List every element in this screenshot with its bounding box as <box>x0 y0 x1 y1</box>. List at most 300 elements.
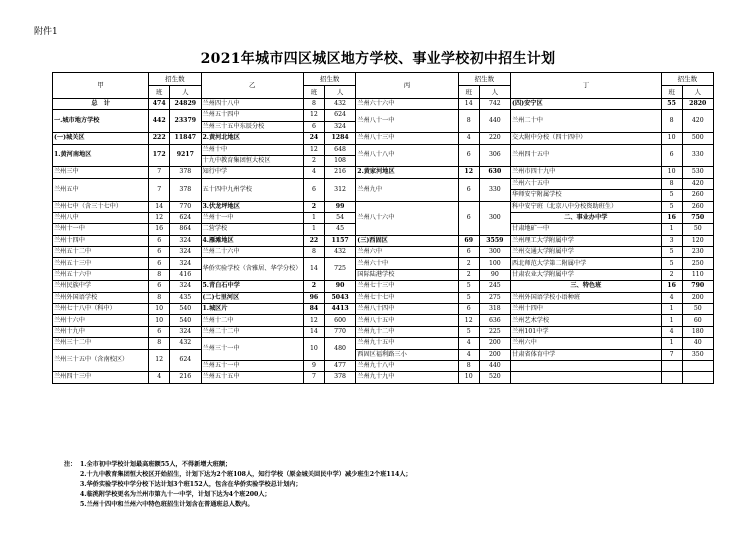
school-name-cell: 兰州五十三中 <box>53 258 149 269</box>
student-count-cell: 50 <box>682 304 713 315</box>
student-count-cell: 624 <box>170 349 201 372</box>
student-count-cell: 300 <box>479 247 510 258</box>
school-name-cell: 兰州五十五中 <box>201 372 303 383</box>
student-count-cell: 540 <box>170 315 201 326</box>
student-count-cell: 230 <box>682 247 713 258</box>
school-name-cell: 兰州三十二中 <box>53 338 149 349</box>
class-count-cell: 7 <box>149 178 170 201</box>
class-count-cell: 2 <box>458 258 479 269</box>
class-count-cell: 4 <box>661 292 682 303</box>
student-count-cell: 770 <box>170 201 201 212</box>
school-name-cell: 兰州六十中 <box>356 258 458 269</box>
class-count-cell: 55 <box>661 99 682 110</box>
class-count-cell: 6 <box>661 144 682 167</box>
school-name-cell: 兰州六中 <box>511 338 662 349</box>
school-name-cell: (一)城关区 <box>53 133 149 144</box>
student-count-cell: 350 <box>682 349 713 360</box>
school-name-cell: 兰州六中 <box>356 247 458 258</box>
school-name-cell: 甘肃农业大学附属中学 <box>511 269 662 280</box>
class-count-cell: 1 <box>303 224 324 235</box>
table-row <box>53 372 714 383</box>
school-name-cell: 兰州五十四中 <box>201 110 303 121</box>
school-name-cell: 五十四中九州学校 <box>201 178 303 201</box>
class-count-cell: 12 <box>458 167 479 178</box>
school-name-cell: 兰州三十五中（含南校区） <box>53 349 149 372</box>
class-count-cell: 4 <box>458 349 479 360</box>
school-name-cell: 兰州十中 <box>201 144 303 155</box>
class-count-cell: 6 <box>149 235 170 246</box>
header-ren: 人 <box>170 86 201 99</box>
class-count-cell: 69 <box>458 235 479 246</box>
class-count-cell <box>661 360 682 371</box>
school-name-cell: 兰州五十六中 <box>53 269 149 280</box>
school-name-cell: 兰州八十五中 <box>356 315 458 326</box>
student-count-cell: 725 <box>324 258 355 281</box>
student-count-cell <box>682 360 713 371</box>
class-count-cell: 2 <box>661 269 682 280</box>
school-name-cell: 兰州艺术学校 <box>511 315 662 326</box>
school-name-cell: 甘肃地矿一中 <box>511 224 662 235</box>
class-count-cell: 1 <box>661 315 682 326</box>
school-name-cell: 兰州六十五中 <box>511 178 662 189</box>
student-count-cell: 432 <box>170 338 201 349</box>
student-count-cell: 324 <box>324 121 355 132</box>
header-ren: 人 <box>479 86 510 99</box>
class-count-cell: 10 <box>303 338 324 361</box>
student-count-cell: 3559 <box>479 235 510 246</box>
student-count-cell: 24829 <box>170 99 201 110</box>
table-row <box>53 326 714 337</box>
class-count-cell: 96 <box>303 292 324 303</box>
student-count-cell: 420 <box>682 110 713 133</box>
class-count-cell: 8 <box>149 269 170 280</box>
class-count-cell: 10 <box>661 133 682 144</box>
school-name-cell: 兰州五中 <box>53 178 149 201</box>
class-count-cell: 7 <box>149 167 170 178</box>
school-name-cell: 十九中教育集团恒大校区 <box>201 155 303 166</box>
class-count-cell: 4 <box>303 167 324 178</box>
school-name-cell: 兰州八十六中 <box>356 201 458 235</box>
class-count-cell: 6 <box>458 201 479 235</box>
school-name-cell: 西北师范大学第二附属中学 <box>511 258 662 269</box>
school-name-cell: 兰州外国语学校小语种班 <box>511 292 662 303</box>
header-enroll: 招生数 <box>303 73 355 86</box>
school-name-cell: 兰州八中 <box>53 212 149 223</box>
school-name-cell: 兰州四十八中 <box>201 99 303 110</box>
student-count-cell: 624 <box>324 110 355 121</box>
student-count-cell: 216 <box>170 372 201 383</box>
school-name-cell: 兰州九十五中 <box>356 338 458 349</box>
header-ding: 丁 <box>511 73 662 99</box>
student-count-cell: 864 <box>170 224 201 235</box>
school-name-cell: 3.伏龙坪地区 <box>201 201 303 212</box>
header-jia: 甲 <box>53 73 149 99</box>
school-name-cell: 总 计 <box>53 99 149 110</box>
school-name-cell: 2.黄河北地区 <box>201 133 303 144</box>
class-count-cell: 5 <box>458 281 479 292</box>
table-row <box>53 338 714 349</box>
school-name-cell: 科中安宁班（北京八中分校资助班生） <box>511 201 662 212</box>
student-count-cell: 416 <box>170 269 201 280</box>
class-count-cell: 8 <box>458 110 479 133</box>
school-name-cell: 兰州二十二中 <box>201 326 303 337</box>
student-count-cell: 306 <box>479 144 510 167</box>
class-count-cell: 12 <box>458 315 479 326</box>
school-name-cell: 兰州十四中 <box>511 304 662 315</box>
class-count-cell: 6 <box>149 258 170 269</box>
school-name-cell: 兰州九十八中 <box>356 360 458 371</box>
school-name-cell: 甘肃省体育中学 <box>511 349 662 360</box>
student-count-cell: 9217 <box>170 144 201 167</box>
class-count-cell: 6 <box>149 326 170 337</box>
class-count-cell: 8 <box>661 110 682 133</box>
class-count-cell: 2 <box>303 155 324 166</box>
student-count-cell: 378 <box>170 167 201 178</box>
school-name-cell: 兰州十二中 <box>201 315 303 326</box>
school-name-cell: 5.青白石中学 <box>201 281 303 292</box>
student-count-cell: 324 <box>170 326 201 337</box>
student-count-cell: 99 <box>324 201 355 212</box>
class-count-cell: 12 <box>303 110 324 121</box>
class-count-cell: 12 <box>149 349 170 372</box>
enrollment-table <box>52 72 714 384</box>
class-count-cell: 6 <box>303 121 324 132</box>
school-name-cell: 1.城区片 <box>201 304 303 315</box>
student-count-cell: 260 <box>682 190 713 201</box>
student-count-cell: 5043 <box>324 292 355 303</box>
school-name-cell: 1.黄河南地区 <box>53 144 149 167</box>
student-count-cell: 770 <box>324 326 355 337</box>
class-count-cell: 9 <box>303 360 324 371</box>
class-count-cell: 4 <box>458 133 479 144</box>
class-count-cell: 22 <box>303 235 324 246</box>
student-count-cell: 530 <box>682 167 713 178</box>
class-count-cell: 222 <box>149 133 170 144</box>
notes-block <box>64 460 412 510</box>
student-count-cell: 110 <box>682 269 713 280</box>
student-count-cell: 1157 <box>324 235 355 246</box>
class-count-cell: 474 <box>149 99 170 110</box>
class-count-cell: 6 <box>149 247 170 258</box>
class-count-cell: 14 <box>458 99 479 110</box>
class-count-cell: 1 <box>661 224 682 235</box>
school-name-cell: 兰州九中 <box>356 178 458 201</box>
table-row <box>53 292 714 303</box>
class-count-cell: 7 <box>303 372 324 383</box>
student-count-cell: 440 <box>479 110 510 133</box>
school-name-cell: 兰州市四十九中 <box>511 167 662 178</box>
table-row <box>53 235 714 246</box>
class-count-cell: 5 <box>458 326 479 337</box>
student-count-cell: 200 <box>479 349 510 360</box>
student-count-cell: 312 <box>324 178 355 201</box>
student-count-cell: 324 <box>170 258 201 269</box>
student-count-cell: 636 <box>479 315 510 326</box>
header-ban: 班 <box>303 86 324 99</box>
school-name-cell: 兰州七十八中（科中） <box>53 304 149 315</box>
student-count-cell: 750 <box>682 212 713 223</box>
table-row <box>53 133 714 144</box>
school-name-cell: 三、特色班 <box>511 281 662 292</box>
student-count-cell: 440 <box>479 360 510 371</box>
class-count-cell: 16 <box>661 281 682 292</box>
school-name-cell: 兰州五十一中 <box>201 360 303 371</box>
student-count-cell: 300 <box>479 201 510 235</box>
table-row <box>53 281 714 292</box>
student-count-cell: 220 <box>479 133 510 144</box>
school-name-cell: 兰州理工大学附属中学 <box>511 235 662 246</box>
student-count-cell: 4413 <box>324 304 355 315</box>
class-count-cell: 8 <box>149 292 170 303</box>
school-name-cell: 兰州交通大学附属中学 <box>511 247 662 258</box>
student-count-cell: 540 <box>170 304 201 315</box>
class-count-cell: 3 <box>661 235 682 246</box>
class-count-cell: 8 <box>149 338 170 349</box>
note-item: 1.全市初中学校计划最高班额55人，不得新增大班额； <box>80 461 232 468</box>
school-name-cell: 兰州八十四中 <box>356 304 458 315</box>
student-count-cell <box>682 372 713 383</box>
class-count-cell: 4 <box>661 326 682 337</box>
table-row <box>53 258 714 269</box>
student-count-cell: 432 <box>324 247 355 258</box>
school-name-cell: 兰州十一中 <box>201 212 303 223</box>
student-count-cell: 324 <box>170 247 201 258</box>
class-count-cell: 10 <box>458 372 479 383</box>
student-count-cell: 520 <box>479 372 510 383</box>
header-ren: 人 <box>324 86 355 99</box>
student-count-cell: 420 <box>682 178 713 189</box>
student-count-cell: 378 <box>324 372 355 383</box>
student-count-cell: 23379 <box>170 110 201 133</box>
header-yi: 乙 <box>201 73 303 99</box>
school-name-cell <box>511 372 662 383</box>
school-name-cell: 兰州三十五中东辰分校 <box>201 121 303 132</box>
student-count-cell: 324 <box>170 235 201 246</box>
student-count-cell: 200 <box>479 338 510 349</box>
school-name-cell: 兰州五十二中 <box>53 247 149 258</box>
page-title: 2021年城市四区城区地方学校、事业学校初中招生计划 <box>200 51 556 67</box>
class-count-cell: 6 <box>458 304 479 315</box>
student-count-cell: 648 <box>324 144 355 155</box>
student-count-cell: 225 <box>479 326 510 337</box>
table-row <box>53 247 714 258</box>
student-count-cell: 330 <box>682 144 713 167</box>
class-count-cell <box>661 372 682 383</box>
school-name-cell: (二)七里河区 <box>201 292 303 303</box>
school-name-cell: (四)安宁区 <box>511 99 662 110</box>
class-count-cell: 2 <box>303 281 324 292</box>
header-bing: 丙 <box>356 73 458 99</box>
class-count-cell: 10 <box>661 167 682 178</box>
class-count-cell: 5 <box>661 247 682 258</box>
attachment-label: 附件1 <box>34 27 58 37</box>
class-count-cell: 1 <box>303 212 324 223</box>
student-count-cell: 330 <box>479 178 510 201</box>
class-count-cell: 5 <box>661 201 682 212</box>
class-count-cell: 6 <box>149 281 170 292</box>
class-count-cell: 16 <box>149 224 170 235</box>
student-count-cell: 260 <box>682 201 713 212</box>
student-count-cell: 624 <box>170 212 201 223</box>
class-count-cell: 172 <box>149 144 170 167</box>
class-count-cell: 8 <box>458 360 479 371</box>
school-name-cell: 兰州三中 <box>53 167 149 178</box>
header-enroll: 招生数 <box>458 73 510 86</box>
school-name-cell: 西固区福利路三小 <box>356 349 458 360</box>
class-count-cell: 1 <box>661 304 682 315</box>
student-count-cell: 100 <box>479 258 510 269</box>
school-name-cell: 兰州三十一中 <box>201 338 303 361</box>
class-count-cell: 6 <box>458 144 479 167</box>
school-name-cell: 兰州八十一中 <box>356 110 458 133</box>
student-count-cell: 50 <box>682 224 713 235</box>
table-body <box>53 73 714 384</box>
school-name-cell: 知行中学 <box>201 167 303 178</box>
class-count-cell: 24 <box>303 133 324 144</box>
header-enroll: 招生数 <box>661 73 713 86</box>
class-count-cell: 8 <box>661 178 682 189</box>
school-name-cell: 兰州四十五中 <box>511 144 662 167</box>
class-count-cell: 6 <box>303 178 324 201</box>
note-item: 5.兰州十四中和兰州六中特色班招生计划含在普通班总人数内。 <box>80 501 254 508</box>
header-ban: 班 <box>149 86 170 99</box>
school-name-cell: 兰州四十三中 <box>53 372 149 383</box>
school-name-cell: 4.雁滩地区 <box>201 235 303 246</box>
student-count-cell: 180 <box>682 326 713 337</box>
student-count-cell: 790 <box>682 281 713 292</box>
header-row <box>53 73 714 86</box>
school-name-cell: 二营学校 <box>201 224 303 235</box>
table-row <box>53 349 714 360</box>
class-count-cell: 10 <box>149 315 170 326</box>
school-name-cell: 兰州十六中 <box>53 315 149 326</box>
table-row <box>53 201 714 212</box>
header-ban: 班 <box>458 86 479 99</box>
student-count-cell: 216 <box>324 167 355 178</box>
school-name-cell: 兰州九十九中 <box>356 372 458 383</box>
school-name-cell: 2.黄家河地区 <box>356 167 458 178</box>
school-name-cell: 二、事业办中学 <box>511 212 662 223</box>
student-count-cell: 90 <box>324 281 355 292</box>
class-count-cell: 5 <box>661 190 682 201</box>
school-name-cell: 兰州民族中学 <box>53 281 149 292</box>
student-count-cell: 600 <box>324 315 355 326</box>
student-count-cell: 435 <box>170 292 201 303</box>
student-count-cell: 11847 <box>170 133 201 144</box>
class-count-cell: 12 <box>303 144 324 155</box>
student-count-cell: 90 <box>479 269 510 280</box>
school-name-cell: 兰州十一中 <box>53 224 149 235</box>
class-count-cell: 8 <box>303 247 324 258</box>
note-item: 2.十九中教育集团恒大校区开始招生，计划下达为2个班108人，知行学校（原金城关回民中学）减少班生2个班114人； <box>80 471 412 478</box>
school-name-cell: 兰州七中（含三十七中） <box>53 201 149 212</box>
table-row <box>53 167 714 178</box>
school-name-cell: 华侨实验学校（含雅居、华学分校） <box>201 258 303 281</box>
class-count-cell: 2 <box>303 201 324 212</box>
student-count-cell: 477 <box>324 360 355 371</box>
student-count-cell: 318 <box>479 304 510 315</box>
student-count-cell: 630 <box>479 167 510 178</box>
school-name-cell: 兰州七十三中 <box>356 281 458 292</box>
class-count-cell: 6 <box>458 178 479 201</box>
student-count-cell: 275 <box>479 292 510 303</box>
student-count-cell: 742 <box>479 99 510 110</box>
class-count-cell: 5 <box>458 292 479 303</box>
class-count-cell: 1 <box>661 338 682 349</box>
class-count-cell: 7 <box>661 349 682 360</box>
class-count-cell: 4 <box>149 372 170 383</box>
student-count-cell: 200 <box>682 292 713 303</box>
class-count-cell: 10 <box>149 304 170 315</box>
student-count-cell: 1284 <box>324 133 355 144</box>
table-row <box>53 144 714 155</box>
class-count-cell: 16 <box>661 212 682 223</box>
class-count-cell: 14 <box>303 258 324 281</box>
school-name-cell: 兰州十九中 <box>53 326 149 337</box>
table-row <box>53 269 714 280</box>
school-name-cell: 兰州二十中 <box>511 110 662 133</box>
school-name-cell: (三)西固区 <box>356 235 458 246</box>
school-name-cell: 兰州101中学 <box>511 326 662 337</box>
student-count-cell: 432 <box>324 99 355 110</box>
student-count-cell: 60 <box>682 315 713 326</box>
note-item: 3.华侨实验学校中学分校下达计划3个班152人，包含在华侨实验学校总计划内； <box>80 481 302 488</box>
notes-lead: 注： <box>64 461 77 468</box>
student-count-cell: 324 <box>170 281 201 292</box>
class-count-cell: 84 <box>303 304 324 315</box>
school-name-cell: 兰州十四中 <box>53 235 149 246</box>
student-count-cell: 500 <box>682 133 713 144</box>
school-name-cell: 一.城市地方学校 <box>53 110 149 133</box>
school-name-cell <box>511 360 662 371</box>
student-count-cell: 54 <box>324 212 355 223</box>
school-name-cell: 兰州九十二中 <box>356 326 458 337</box>
class-count-cell: 12 <box>149 212 170 223</box>
school-name-cell: 兰州七十七中 <box>356 292 458 303</box>
header-ren: 人 <box>682 86 713 99</box>
header-ban: 班 <box>661 86 682 99</box>
class-count-cell: 14 <box>149 201 170 212</box>
school-name-cell: 兰州八十八中 <box>356 144 458 167</box>
student-count-cell: 2820 <box>682 99 713 110</box>
student-count-cell: 480 <box>324 338 355 361</box>
class-count-cell: 442 <box>149 110 170 133</box>
class-count-cell: 14 <box>303 326 324 337</box>
student-count-cell: 45 <box>324 224 355 235</box>
table-row <box>53 315 714 326</box>
table-row <box>53 178 714 189</box>
student-count-cell: 250 <box>682 258 713 269</box>
class-count-cell: 2 <box>458 269 479 280</box>
student-count-cell: 378 <box>170 178 201 201</box>
table-row <box>53 110 714 121</box>
student-count-cell: 120 <box>682 235 713 246</box>
school-name-cell: 兰州二十六中 <box>201 247 303 258</box>
class-count-cell: 8 <box>303 99 324 110</box>
class-count-cell: 6 <box>458 247 479 258</box>
class-count-cell: 12 <box>303 315 324 326</box>
school-name-cell: 兰州八十三中 <box>356 133 458 144</box>
school-name-cell: 兰州六十六中 <box>356 99 458 110</box>
table-row <box>53 99 714 110</box>
school-name-cell: 华师安宁附属学校 <box>511 190 662 201</box>
class-count-cell: 4 <box>458 338 479 349</box>
class-count-cell: 5 <box>661 258 682 269</box>
table-row <box>53 304 714 315</box>
student-count-cell: 245 <box>479 281 510 292</box>
header-enroll: 招生数 <box>149 73 201 86</box>
school-name-cell: 国际陆港学校 <box>356 269 458 280</box>
